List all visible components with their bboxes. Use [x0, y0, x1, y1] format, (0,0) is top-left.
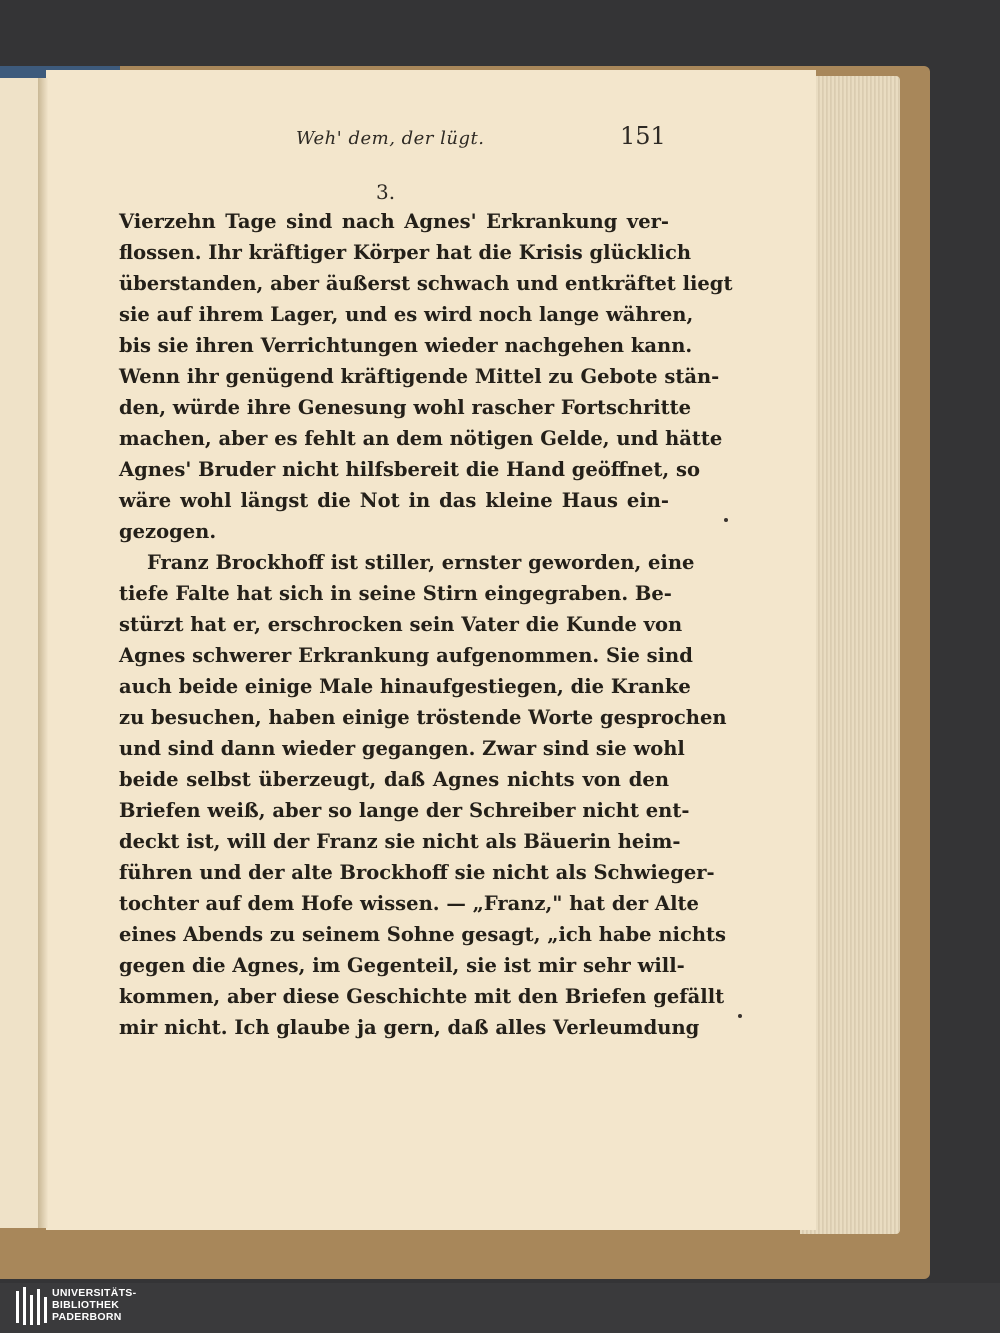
text-line: wäre wohl längst die Not in das kleine Haus ein-	[119, 489, 669, 512]
left-page-edge	[0, 78, 39, 1228]
text-line: Franz Brockhoff ist stiller, ernster geworden, eine	[147, 551, 695, 574]
text-line: flossen. Ihr kräftiger Körper hat die Krisis glücklich	[119, 241, 691, 264]
text-line: Agnes' Bruder nicht hilfsbereit die Hand geöffnet, so	[119, 458, 700, 481]
text-line: machen, aber es fehlt an dem nötigen Gelde, und hätte	[119, 427, 723, 450]
text-line: eines Abends zu seinem Sohne gesagt, „ich habe nichts	[119, 923, 726, 946]
page-number: 151	[620, 122, 666, 150]
text-line: auch beide einige Male hinaufgestiegen, die Kranke	[119, 675, 691, 698]
library-logo	[10, 1287, 150, 1329]
text-line: kommen, aber diese Geschichte mit den Briefen gefällt	[119, 985, 725, 1008]
paper-speck	[724, 518, 728, 522]
library-logo-mark	[10, 1287, 50, 1329]
text-line: Wenn ihr genügend kräftigende Mittel zu Gebote stän-	[119, 365, 720, 388]
text-line: sie auf ihrem Lager, und es wird noch lange währen,	[119, 303, 694, 326]
text-line: tochter auf dem Hofe wissen. — „Franz," hat der Alte	[119, 892, 699, 915]
text-line: bis sie ihren Verrichtungen wieder nachgehen kann.	[119, 334, 693, 357]
text-line: den, würde ihre Genesung wohl rascher Fortschritte	[119, 396, 692, 419]
text-line: Vierzehn Tage sind nach Agnes' Erkrankung ver-	[119, 210, 669, 233]
text-line: mir nicht. Ich glaube ja gern, daß alles Verleumdung	[119, 1016, 700, 1039]
text-line: Agnes schwerer Erkrankung aufgenommen. Sie sind	[119, 644, 693, 667]
page-gutter	[38, 78, 48, 1228]
body-text	[119, 206, 733, 1043]
text-line: Briefen weiß, aber so lange der Schreiber nicht ent-	[119, 799, 690, 822]
library-logo-text: UNIVERSITÄTS- BIBLIOTHEK PADERBORN	[52, 1287, 137, 1323]
paper-speck	[738, 1014, 742, 1018]
text-line: gegen die Agnes, im Gegenteil, sie ist mir sehr will-	[119, 954, 685, 977]
text-line: stürzt hat er, erschrocken sein Vater die Kunde von	[119, 613, 683, 636]
text-line: führen und der alte Brockhoff sie nicht als Schwieger-	[119, 861, 715, 884]
section-number: 3.	[376, 180, 396, 204]
text-line: überstanden, aber äußerst schwach und entkräftet liegt	[119, 272, 733, 295]
text-line: gezogen.	[119, 520, 217, 543]
running-head: Weh' dem, der lügt.	[296, 128, 485, 149]
text-line: zu besuchen, haben einige tröstende Worte gesprochen	[119, 706, 727, 729]
text-line: und sind dann wieder gegangen. Zwar sind sie wohl	[119, 737, 685, 760]
text-line: beide selbst überzeugt, daß Agnes nichts von den	[119, 768, 669, 791]
text-line: tiefe Falte hat sich in seine Stirn eingegraben. Be-	[119, 582, 672, 605]
text-line: deckt ist, will der Franz sie nicht als Bäuerin heim-	[119, 830, 681, 853]
